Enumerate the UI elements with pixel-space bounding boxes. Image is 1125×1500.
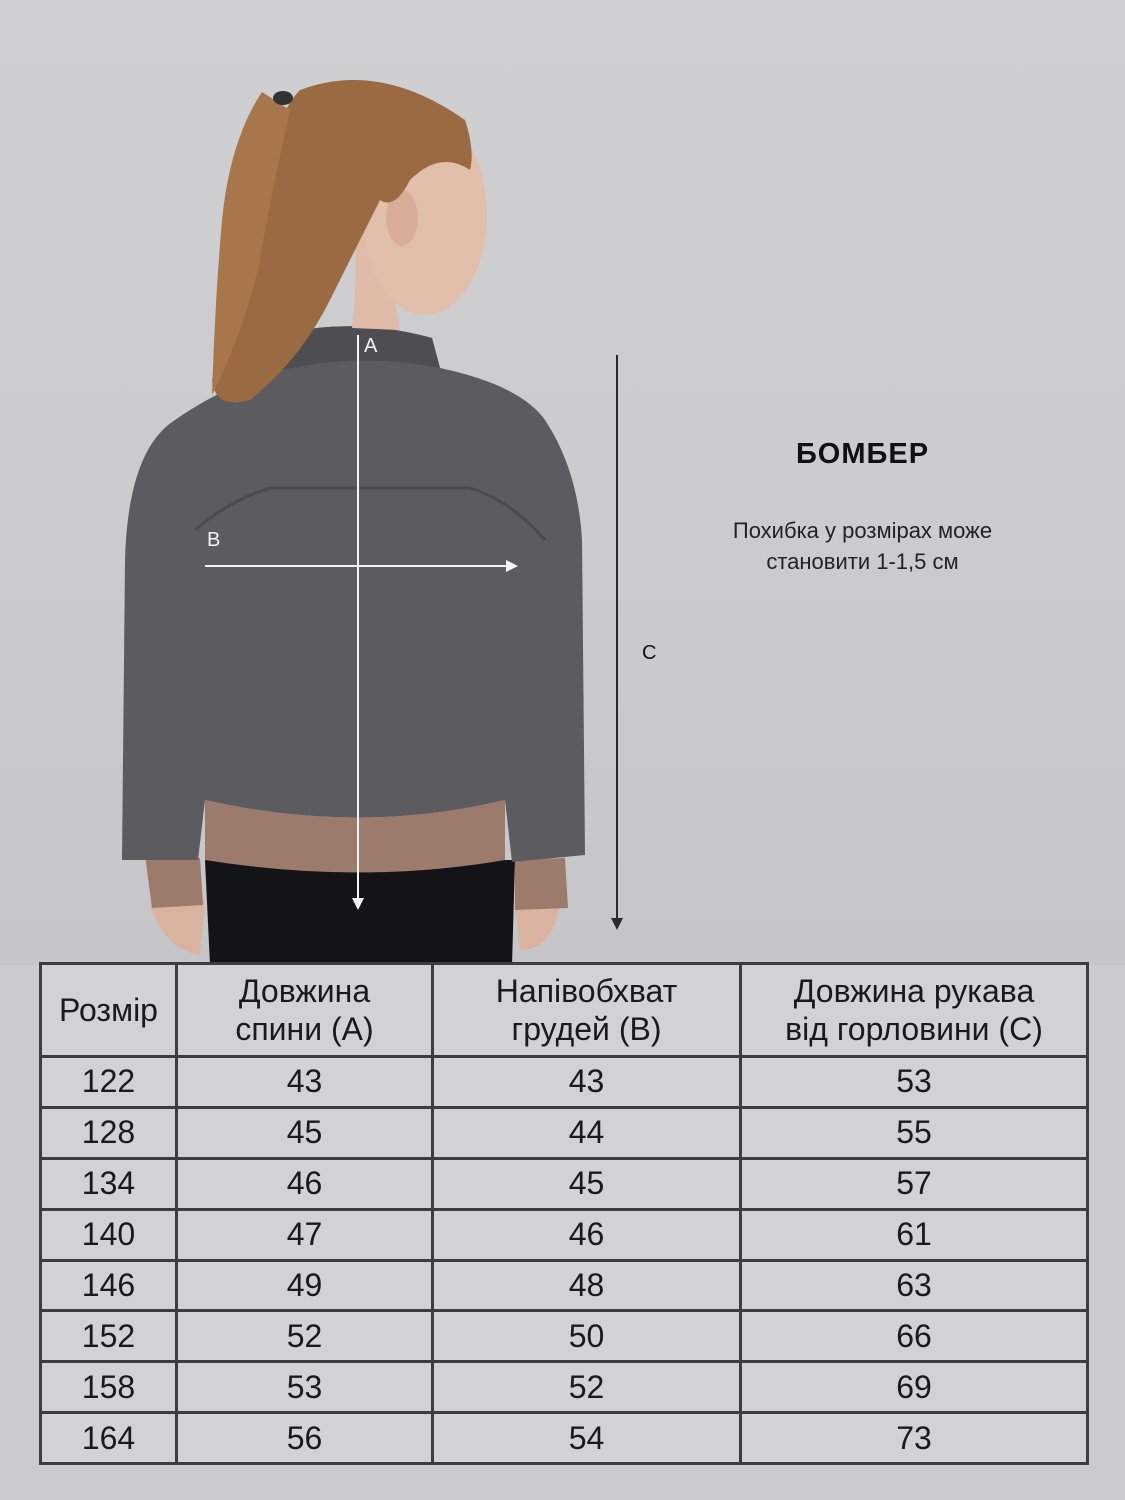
hair-tie [273,91,293,105]
cell-sleeve-length: 66 [741,1311,1088,1362]
cell-sleeve-length: 61 [741,1209,1088,1260]
cell-half-chest: 44 [433,1107,741,1158]
table-row [41,1413,1088,1464]
table-row [41,1158,1088,1209]
measure-label-b: B [207,529,221,551]
cell-size: 128 [41,1107,177,1158]
pants [205,860,515,965]
cell-back-length: 45 [177,1107,433,1158]
size-tolerance-note: Похибка у розмірах може становити 1-1,5 см [732,518,993,574]
cell-back-length: 43 [177,1057,433,1108]
cell-half-chest: 48 [433,1260,741,1311]
header-back-length: Довжина спини (А) [177,964,433,1057]
cell-size: 152 [41,1311,177,1362]
measure-arrow-c [611,918,623,930]
jacket [122,326,585,862]
table-row [41,1311,1088,1362]
cell-back-length: 46 [177,1158,433,1209]
right-cuff [515,858,568,910]
header-half-chest: Напівобхват грудей (В) [433,964,741,1057]
cell-half-chest: 50 [433,1311,741,1362]
table-row [41,1057,1088,1108]
cell-size: 146 [41,1260,177,1311]
product-title: БОМБЕР [795,438,930,470]
cell-size: 140 [41,1209,177,1260]
cell-size: 122 [41,1057,177,1108]
cell-back-length: 56 [177,1413,433,1464]
cell-size: 158 [41,1362,177,1413]
cell-sleeve-length: 55 [741,1107,1088,1158]
cell-back-length: 47 [177,1209,433,1260]
cell-sleeve-length: 57 [741,1158,1088,1209]
measure-label-a: A [364,335,378,357]
cell-half-chest: 45 [433,1158,741,1209]
left-hand [150,900,205,955]
cell-back-length: 52 [177,1311,433,1362]
cell-half-chest: 54 [433,1413,741,1464]
size-table [39,962,1089,1465]
cell-sleeve-length: 53 [741,1057,1088,1108]
table-row [41,1209,1088,1260]
header-size: Розмір [41,964,177,1057]
right-hand [515,905,560,950]
cell-half-chest: 46 [433,1209,741,1260]
cell-size: 134 [41,1158,177,1209]
cell-size: 164 [41,1413,177,1464]
table-row [41,1107,1088,1158]
table-row [41,1362,1088,1413]
header-sleeve-length: Довжина рукава від горловини (С) [741,964,1088,1057]
table-row [41,1260,1088,1311]
cell-sleeve-length: 63 [741,1260,1088,1311]
measure-label-c: C [642,642,657,664]
cell-half-chest: 52 [433,1362,741,1413]
table-header-row [41,964,1088,1057]
cell-back-length: 53 [177,1362,433,1413]
cell-half-chest: 43 [433,1057,741,1108]
left-cuff [145,855,203,908]
cell-sleeve-length: 73 [741,1413,1088,1464]
cell-sleeve-length: 69 [741,1362,1088,1413]
cell-back-length: 49 [177,1260,433,1311]
